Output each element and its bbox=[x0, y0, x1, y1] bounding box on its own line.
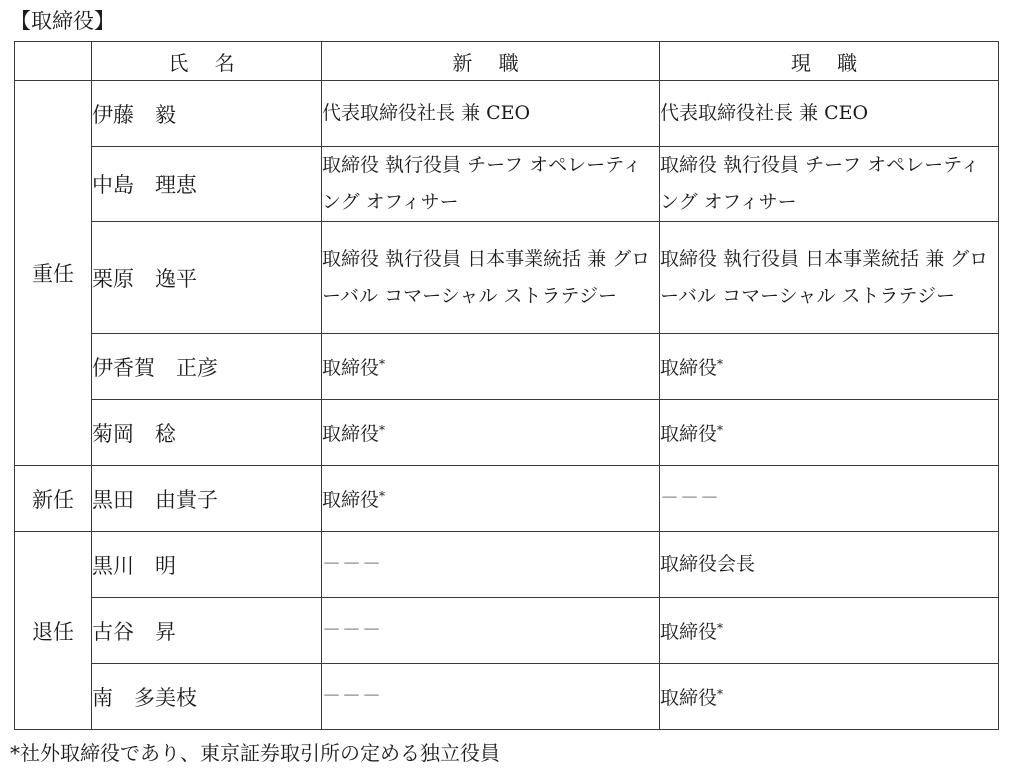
officer-name: 伊香賀 正彦 bbox=[92, 334, 322, 400]
table-row bbox=[15, 598, 999, 664]
officer-name: 栗原 逸平 bbox=[92, 222, 322, 334]
new-position bbox=[322, 334, 660, 400]
table-row bbox=[15, 664, 999, 730]
officer-name: 黒川 明 bbox=[92, 532, 322, 598]
table-row bbox=[15, 334, 999, 400]
independent-director-mark: * bbox=[717, 621, 724, 635]
current-position bbox=[660, 664, 999, 730]
table-row bbox=[15, 147, 999, 222]
new-position bbox=[322, 664, 660, 730]
no-position-dash: －－－ bbox=[660, 487, 721, 509]
current-position bbox=[660, 334, 999, 400]
new-position: 取締役 執行役員 日本事業統括 兼 グローバル コマーシャル ストラテジー bbox=[322, 222, 660, 334]
current-position bbox=[660, 598, 999, 664]
independent-director-mark: * bbox=[379, 357, 386, 371]
current-position: 取締役会長 bbox=[660, 532, 999, 598]
new-position-column-header: 新 職 bbox=[322, 42, 660, 81]
position-text: 取締役 bbox=[322, 489, 380, 511]
group-label-retiring: 退任 bbox=[15, 532, 92, 730]
table-row bbox=[15, 400, 999, 466]
officer-name: 黒田 由貴子 bbox=[92, 466, 322, 532]
group-label-reappointed: 重任 bbox=[15, 81, 92, 466]
independent-director-mark: * bbox=[717, 423, 724, 437]
table-row bbox=[15, 81, 999, 147]
independent-director-mark: * bbox=[379, 423, 386, 437]
no-position-dash: －－－ bbox=[322, 685, 383, 707]
table-header-row bbox=[15, 42, 999, 81]
new-position bbox=[322, 598, 660, 664]
position-text: 取締役 bbox=[322, 357, 380, 379]
officer-name: 南 多美枝 bbox=[92, 664, 322, 730]
position-text: 取締役 bbox=[660, 423, 718, 445]
group-label-new: 新任 bbox=[15, 466, 92, 532]
new-position: 代表取締役社長 兼 CEO bbox=[322, 81, 660, 147]
position-text: 取締役 bbox=[660, 621, 718, 643]
current-position: 代表取締役社長 兼 CEO bbox=[660, 81, 999, 147]
officer-name: 菊岡 稔 bbox=[92, 400, 322, 466]
independent-director-mark: * bbox=[717, 687, 724, 701]
footnote: *社外取締役であり、東京証券取引所の定める独立役員 bbox=[10, 741, 500, 765]
table-row bbox=[15, 532, 999, 598]
group-column-header bbox=[15, 42, 92, 81]
table-row bbox=[15, 466, 999, 532]
no-position-dash: －－－ bbox=[322, 619, 383, 641]
current-position-column-header: 現 職 bbox=[660, 42, 999, 81]
current-position: 取締役 執行役員 日本事業統括 兼 グローバル コマーシャル ストラテジー bbox=[660, 222, 999, 334]
independent-director-mark: * bbox=[717, 357, 724, 371]
new-position bbox=[322, 400, 660, 466]
officers-table bbox=[14, 41, 999, 730]
independent-director-mark: * bbox=[379, 489, 386, 503]
position-text: 取締役 bbox=[322, 423, 380, 445]
officer-name: 中島 理恵 bbox=[92, 147, 322, 222]
no-position-dash: －－－ bbox=[322, 553, 383, 575]
new-position bbox=[322, 532, 660, 598]
current-position bbox=[660, 466, 999, 532]
name-column-header: 氏 名 bbox=[92, 42, 322, 81]
current-position bbox=[660, 400, 999, 466]
new-position bbox=[322, 466, 660, 532]
current-position: 取締役 執行役員 チーフ オペレーティング オフィサー bbox=[660, 147, 999, 222]
position-text: 取締役 bbox=[660, 687, 718, 709]
position-text: 取締役 bbox=[660, 357, 718, 379]
officer-name: 伊藤 毅 bbox=[92, 81, 322, 147]
new-position: 取締役 執行役員 チーフ オペレーティング オフィサー bbox=[322, 147, 660, 222]
table-row bbox=[15, 222, 999, 334]
section-heading: 【取締役】 bbox=[10, 9, 115, 33]
officer-name: 古谷 昇 bbox=[92, 598, 322, 664]
